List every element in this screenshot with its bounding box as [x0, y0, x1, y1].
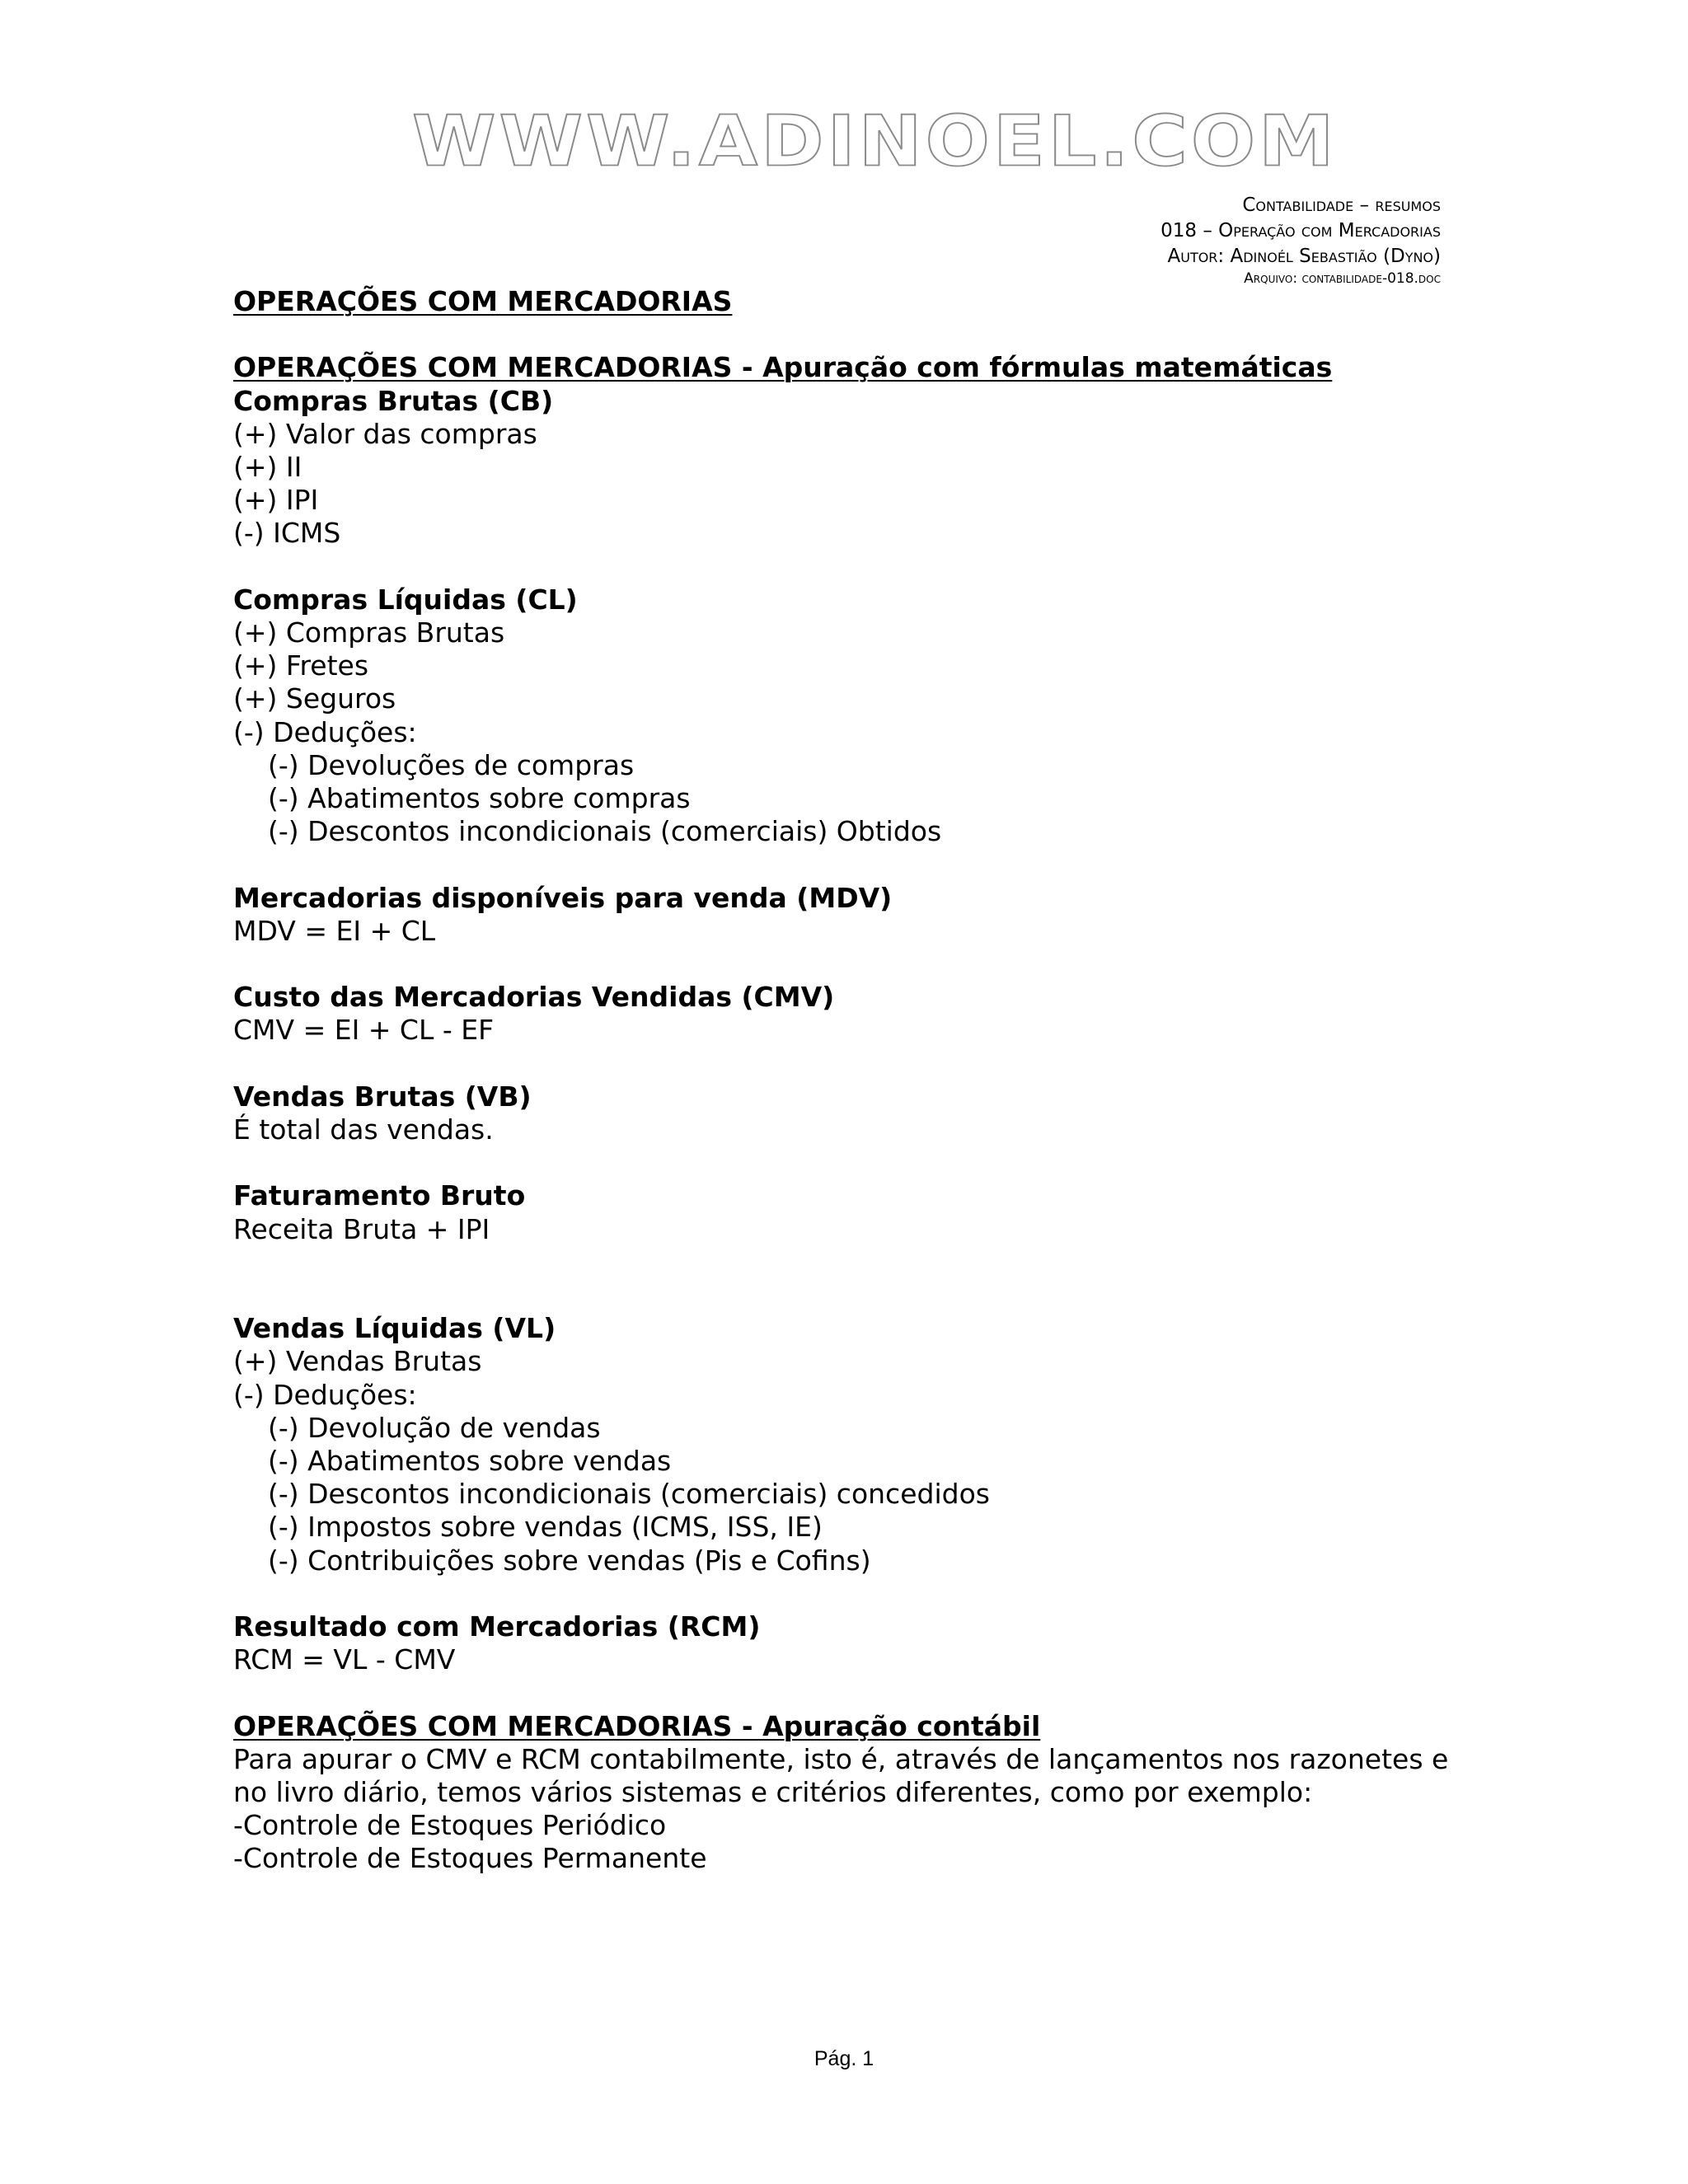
- list-item: (+) Compras Brutas: [233, 616, 505, 649]
- heading-vendas-brutas: Vendas Brutas (VB): [233, 1080, 532, 1113]
- list-item: (+) Vendas Brutas: [233, 1345, 482, 1378]
- text-vendas-brutas: É total das vendas.: [233, 1113, 494, 1146]
- meta-file: Arquivo: contabilidade-018.doc: [1244, 270, 1441, 287]
- heading-compras-brutas: Compras Brutas (CB): [233, 384, 554, 417]
- heading-compras-liquidas: Compras Líquidas (CL): [233, 583, 578, 616]
- document-meta: [1160, 193, 1441, 288]
- list-item: (-) ICMS: [233, 517, 341, 550]
- text-faturamento-bruto: Receita Bruta + IPI: [233, 1212, 490, 1245]
- document-body: [233, 285, 1453, 1876]
- sub-list-item: (-) Devolução de vendas: [268, 1411, 601, 1444]
- heading-faturamento-bruto: Faturamento Bruto: [233, 1179, 526, 1212]
- list-item: (+) Seguros: [233, 682, 396, 715]
- sub-list-item: (-) Descontos incondicionais (comerciais) concedidos: [268, 1478, 990, 1511]
- list-item: (+) IPI: [233, 484, 319, 517]
- meta-author: Autor: Adinoél Sebastião (Dyno): [1167, 246, 1441, 267]
- list-item: -Controle de Estoques Periódico: [233, 1809, 667, 1842]
- formula-rcm: RCM = VL - CMV: [233, 1643, 456, 1676]
- sub-list-item: (-) Abatimentos sobre vendas: [268, 1445, 672, 1477]
- paragraph-contabil: Para apurar o CMV e RCM contabilmente, isto é, através de lançamentos nos razonetes e no livro diário, temos vários sistemas e critérios diferentes, como por exemplo:: [233, 1742, 1449, 1808]
- section-title-formulas: OPERAÇÕES COM MERCADORIAS - Apuração com fórmulas matemáticas: [233, 351, 1333, 384]
- heading-vendas-liquidas: Vendas Líquidas (VL): [233, 1312, 556, 1345]
- sub-list-item: (-) Descontos incondicionais (comerciais) Obtidos: [268, 815, 942, 848]
- meta-topic: 018 – Operação com Mercadorias: [1160, 220, 1441, 241]
- page-number: Pág. 1: [814, 2047, 874, 2070]
- page-title: OPERAÇÕES COM MERCADORIAS: [233, 285, 733, 317]
- list-item: (+) Fretes: [233, 649, 369, 682]
- meta-category: Contabilidade – resumos: [1242, 194, 1441, 216]
- sub-list-item: (-) Abatimentos sobre compras: [268, 782, 691, 815]
- formula-cmv: CMV = EI + CL - EF: [233, 1014, 495, 1047]
- formula-mdv: MDV = EI + CL: [233, 914, 436, 947]
- heading-mdv: Mercadorias disponíveis para venda (MDV): [233, 881, 893, 914]
- sub-list-item: (-) Contribuições sobre vendas (Pis e Cofins): [268, 1544, 871, 1577]
- sub-list-item: (-) Devoluções de compras: [268, 748, 635, 781]
- list-item: (-) Deduções:: [233, 715, 417, 748]
- heading-rcm: Resultado com Mercadorias (RCM): [233, 1610, 761, 1643]
- site-logo: WWW.ADINOEL.COM: [412, 101, 1338, 182]
- list-item: -Controle de Estoques Permanente: [233, 1842, 707, 1875]
- sub-list-item: (-) Impostos sobre vendas (ICMS, ISS, IE): [268, 1511, 823, 1544]
- section-title-contabil: OPERAÇÕES COM MERCADORIAS - Apuração contábil: [233, 1709, 1041, 1742]
- list-item: (+) Valor das compras: [233, 417, 537, 450]
- heading-cmv: Custo das Mercadorias Vendidas (CMV): [233, 981, 835, 1014]
- list-item: (-) Deduções:: [233, 1378, 417, 1411]
- list-item: (+) II: [233, 451, 302, 483]
